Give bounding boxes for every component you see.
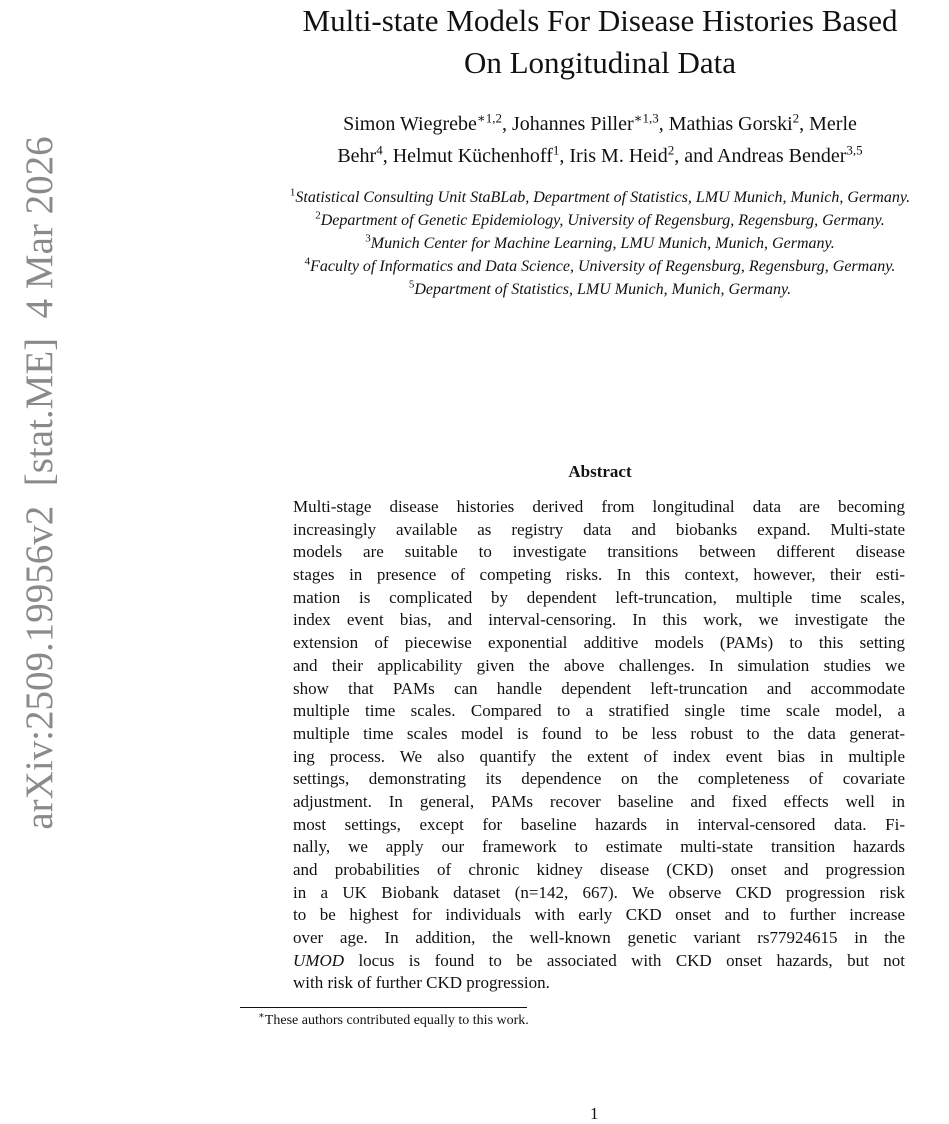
- paper-title: [240, 0, 949, 84]
- abstract-line: over age. In addition, the well-known genetic variant rs77924615 in the: [293, 928, 905, 948]
- footnote-mark: ∗: [258, 1010, 265, 1022]
- footnote: [258, 1010, 529, 1029]
- affiliation-number: 2: [315, 209, 321, 222]
- abstract-line: and their applicability given the above challenges. In simulation studies we: [293, 655, 905, 675]
- author-name: Helmut Küchenhoff: [392, 145, 553, 167]
- abstract-line: and probabilities of chronic kidney disease (CKD) onset and progression: [293, 860, 905, 879]
- abstract-line: show that PAMs can handle dependent left-truncation and accommodate: [293, 678, 905, 698]
- affiliation-number: 1: [289, 186, 296, 199]
- author-affiliation-marks: ∗1,2: [476, 110, 502, 126]
- author-name: Andreas Bender: [717, 145, 847, 167]
- author-affiliation-marks: 4: [376, 142, 383, 158]
- author: [343, 110, 512, 135]
- affiliation: [250, 209, 949, 232]
- abstract-line: to be highest for individuals with early CKD onset and to further increase: [293, 905, 905, 925]
- author-separator: , and: [674, 145, 717, 167]
- title-line: Multi-state Models For Disease Histories Based: [302, 3, 898, 38]
- abstract-body: [293, 496, 905, 995]
- author-affiliation-marks: ∗1,3: [633, 110, 659, 126]
- author-separator: ,: [559, 145, 570, 167]
- affiliation-number: 4: [304, 255, 311, 268]
- arxiv-identifier-stamp: arXiv:2509.19956v2 [stat.ME] 4 Mar 2026: [18, 136, 61, 830]
- abstract-line: extension of piecewise exponential additive models (PAMs) to this setting: [293, 633, 905, 653]
- abstract-line: UMOD locus is found to be associated with CKD onset hazards, but not: [293, 950, 905, 970]
- footnote-rule: [240, 1007, 527, 1008]
- author-separator: ,: [502, 113, 512, 135]
- abstract-line: nally, we apply our framework to estimate multi-state transition hazards: [293, 837, 905, 857]
- abstract-line: with risk of further CKD progression.: [293, 973, 550, 993]
- title-line: On Longitudinal Data: [463, 45, 737, 80]
- abstract-line: increasingly available as registry data and biobanks expand. Multi-state: [293, 519, 905, 539]
- affiliation-number: 3: [365, 232, 371, 245]
- author-name: Johannes Piller: [512, 113, 634, 135]
- abstract-line: multiple time scales. Compared to a stratified single time scale model, a: [293, 701, 905, 721]
- author: [512, 110, 669, 135]
- abstract-line: stages in presence of competing risks. In this context, however, their esti-: [293, 565, 905, 585]
- abstract-line: most settings, except for baseline hazards in interval-censored data. Fi-: [293, 814, 905, 834]
- author-name: Mathias Gorski: [668, 113, 793, 135]
- author-name: Iris M. Heid: [569, 145, 668, 167]
- affiliation-text: Department of Statistics, LMU Munich, Munich, Germany.: [414, 281, 792, 298]
- affiliation: [250, 186, 949, 209]
- affiliation-text: Faculty of Informatics and Data Science, University of Regensburg, Regensburg, Germany.: [310, 258, 896, 275]
- affiliation: [250, 278, 949, 301]
- affiliation: [250, 232, 949, 255]
- abstract-line: models are suitable to investigate transitions between different disease: [293, 542, 905, 562]
- author-affiliation-marks: 2: [667, 142, 675, 158]
- affiliation-text: Statistical Consulting Unit StaBLab, Department of Statistics, LMU Munich, Munich, Germany.: [295, 189, 911, 206]
- author-name: Merle Behr: [337, 113, 857, 167]
- author: [717, 142, 863, 167]
- author-affiliation-marks: 3,5: [846, 142, 863, 158]
- abstract-line: adjustment. In general, PAMs recover baseline and fixed effects well in: [293, 791, 905, 811]
- author-affiliation-marks: 1: [552, 142, 560, 158]
- author: [569, 142, 717, 167]
- author-separator: ,: [658, 113, 669, 135]
- author-name: Simon Wiegrebe: [343, 113, 477, 135]
- affiliation-text: Munich Center for Machine Learning, LMU Munich, Munich, Germany.: [370, 235, 835, 252]
- abstract-heading: Abstract: [568, 462, 632, 481]
- affiliation-text: Department of Genetic Epidemiology, University of Regensburg, Regensburg, Germany.: [320, 212, 885, 229]
- author-list: [245, 108, 949, 172]
- abstract-line: ing process. We also quantify the extent of index event bias in multiple: [293, 746, 905, 766]
- abstract-line: index event bias, and interval-censoring. In this work, we investigate the: [293, 610, 905, 630]
- page-number: 1: [590, 1104, 599, 1123]
- footnote-text: These authors contributed equally to this work.: [264, 1013, 529, 1028]
- affiliation-list: [250, 186, 949, 301]
- abstract-line: mation is complicated by dependent left-truncation, multiple time scales,: [293, 587, 905, 607]
- abstract-line: in a UK Biobank dataset (n=142, 667). We observe CKD progression risk: [293, 882, 905, 902]
- author-separator: ,: [799, 113, 810, 135]
- affiliation: [250, 255, 949, 278]
- affiliation-number: 5: [408, 278, 415, 291]
- author-affiliation-marks: 2: [792, 110, 800, 126]
- abstract-line: multiple time scales model is found to be less robust to the data generat-: [293, 723, 905, 743]
- abstract-line: settings, demonstrating its dependence on the completeness of covariate: [293, 769, 905, 789]
- author-separator: ,: [382, 145, 393, 167]
- author: [668, 110, 810, 135]
- author: [392, 142, 570, 167]
- abstract-line: Multi-stage disease histories derived from longitudinal data are becoming: [293, 497, 905, 516]
